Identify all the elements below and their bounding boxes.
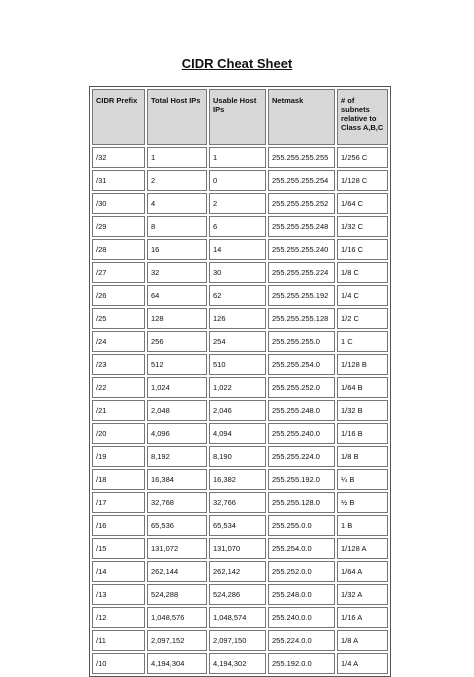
usable-host-ips-cell: 4,094 (209, 423, 266, 444)
cidr-prefix-cell: /21 (92, 400, 145, 421)
table-row (92, 607, 388, 628)
total-host-ips-cell: 1,024 (147, 377, 207, 398)
cidr-prefix-cell: /13 (92, 584, 145, 605)
table-row (92, 584, 388, 605)
usable-host-ips-cell: 2 (209, 193, 266, 214)
table-row (92, 308, 388, 329)
subnets-relative-cell: 1 C (337, 331, 388, 352)
netmask-cell: 255.255.255.192 (268, 285, 335, 306)
subnets-relative-cell: 1/128 C (337, 170, 388, 191)
table-row (92, 377, 388, 398)
table-row (92, 331, 388, 352)
cidr-prefix-cell: /23 (92, 354, 145, 375)
subnets-relative-cell: 1/32 B (337, 400, 388, 421)
table-row (92, 400, 388, 421)
netmask-cell: 255.248.0.0 (268, 584, 335, 605)
netmask-cell: 255.255.255.224 (268, 262, 335, 283)
usable-host-ips-cell: 14 (209, 239, 266, 260)
cidr-prefix-cell: /26 (92, 285, 145, 306)
cidr-prefix-cell: /11 (92, 630, 145, 651)
subnets-relative-cell: ½ B (337, 492, 388, 513)
usable-host-ips-cell: 30 (209, 262, 266, 283)
total-host-ips-cell: 256 (147, 331, 207, 352)
table-row (92, 170, 388, 191)
subnets-relative-cell: 1 B (337, 515, 388, 536)
usable-host-ips-cell: 262,142 (209, 561, 266, 582)
total-host-ips-cell: 1,048,576 (147, 607, 207, 628)
table-body (92, 147, 388, 674)
total-host-ips-cell: 2,097,152 (147, 630, 207, 651)
usable-host-ips-cell: 2,046 (209, 400, 266, 421)
usable-host-ips-cell: 524,286 (209, 584, 266, 605)
netmask-cell: 255.255.255.248 (268, 216, 335, 237)
usable-host-ips-cell: 2,097,150 (209, 630, 266, 651)
subnets-relative-cell: 1/32 A (337, 584, 388, 605)
table-row (92, 653, 388, 674)
netmask-cell: 255.255.254.0 (268, 354, 335, 375)
cidr-prefix-cell: /10 (92, 653, 145, 674)
cidr-prefix-cell: /12 (92, 607, 145, 628)
subnets-relative-cell: 1/4 C (337, 285, 388, 306)
cidr-prefix-cell: /29 (92, 216, 145, 237)
header-subnets-relative: # of subnets relative to Class A,B,C (337, 89, 388, 145)
usable-host-ips-cell: 8,190 (209, 446, 266, 467)
netmask-cell: 255.192.0.0 (268, 653, 335, 674)
subnets-relative-cell: 1/16 B (337, 423, 388, 444)
usable-host-ips-cell: 1,048,574 (209, 607, 266, 628)
cidr-prefix-cell: /16 (92, 515, 145, 536)
subnets-relative-cell: 1/16 C (337, 239, 388, 260)
total-host-ips-cell: 65,536 (147, 515, 207, 536)
usable-host-ips-cell: 126 (209, 308, 266, 329)
subnets-relative-cell: 1/4 A (337, 653, 388, 674)
subnets-relative-cell: 1/64 C (337, 193, 388, 214)
total-host-ips-cell: 524,288 (147, 584, 207, 605)
cidr-table (89, 86, 391, 677)
total-host-ips-cell: 32,768 (147, 492, 207, 513)
page-title: CIDR Cheat Sheet (181, 56, 293, 71)
total-host-ips-cell: 4,194,304 (147, 653, 207, 674)
netmask-cell: 255.255.255.0 (268, 331, 335, 352)
table-row (92, 515, 388, 536)
usable-host-ips-cell: 510 (209, 354, 266, 375)
table-row (92, 239, 388, 260)
usable-host-ips-cell: 131,070 (209, 538, 266, 559)
total-host-ips-cell: 8,192 (147, 446, 207, 467)
table-row (92, 423, 388, 444)
table-row (92, 446, 388, 467)
total-host-ips-cell: 128 (147, 308, 207, 329)
subnets-relative-cell: 1/32 C (337, 216, 388, 237)
netmask-cell: 255.224.0.0 (268, 630, 335, 651)
table-header-row (92, 89, 388, 145)
netmask-cell: 255.255.255.254 (268, 170, 335, 191)
table-row (92, 285, 388, 306)
total-host-ips-cell: 16 (147, 239, 207, 260)
cidr-prefix-cell: /27 (92, 262, 145, 283)
netmask-cell: 255.255.255.255 (268, 147, 335, 168)
usable-host-ips-cell: 4,194,302 (209, 653, 266, 674)
header-usable-host-ips: Usable Host IPs (209, 89, 266, 145)
table-row (92, 262, 388, 283)
netmask-cell: 255.254.0.0 (268, 538, 335, 559)
usable-host-ips-cell: 62 (209, 285, 266, 306)
cidr-prefix-cell: /15 (92, 538, 145, 559)
subnets-relative-cell: 1/128 B (337, 354, 388, 375)
total-host-ips-cell: 4 (147, 193, 207, 214)
netmask-cell: 255.240.0.0 (268, 607, 335, 628)
netmask-cell: 255.252.0.0 (268, 561, 335, 582)
cidr-prefix-cell: /28 (92, 239, 145, 260)
usable-host-ips-cell: 0 (209, 170, 266, 191)
table-row (92, 216, 388, 237)
netmask-cell: 255.255.224.0 (268, 446, 335, 467)
cidr-prefix-cell: /18 (92, 469, 145, 490)
cidr-prefix-cell: /19 (92, 446, 145, 467)
table-row (92, 193, 388, 214)
netmask-cell: 255.255.192.0 (268, 469, 335, 490)
subnets-relative-cell: 1/128 A (337, 538, 388, 559)
total-host-ips-cell: 2 (147, 170, 207, 191)
subnets-relative-cell: 1/16 A (337, 607, 388, 628)
subnets-relative-cell: 1/8 A (337, 630, 388, 651)
usable-host-ips-cell: 6 (209, 216, 266, 237)
table-row (92, 561, 388, 582)
cidr-prefix-cell: /17 (92, 492, 145, 513)
total-host-ips-cell: 2,048 (147, 400, 207, 421)
cidr-prefix-cell: /30 (92, 193, 145, 214)
cidr-prefix-cell: /32 (92, 147, 145, 168)
table-row (92, 354, 388, 375)
total-host-ips-cell: 131,072 (147, 538, 207, 559)
header-total-host-ips: Total Host IPs (147, 89, 207, 145)
netmask-cell: 255.255.252.0 (268, 377, 335, 398)
cidr-prefix-cell: /24 (92, 331, 145, 352)
total-host-ips-cell: 64 (147, 285, 207, 306)
total-host-ips-cell: 1 (147, 147, 207, 168)
cidr-prefix-cell: /25 (92, 308, 145, 329)
subnets-relative-cell: 1/8 C (337, 262, 388, 283)
usable-host-ips-cell: 32,766 (209, 492, 266, 513)
table-row (92, 492, 388, 513)
subnets-relative-cell: 1/2 C (337, 308, 388, 329)
usable-host-ips-cell: 16,382 (209, 469, 266, 490)
header-cidr-prefix: CIDR Prefix (92, 89, 145, 145)
header-netmask: Netmask (268, 89, 335, 145)
subnets-relative-cell: 1/64 A (337, 561, 388, 582)
netmask-cell: 255.255.248.0 (268, 400, 335, 421)
netmask-cell: 255.255.255.128 (268, 308, 335, 329)
netmask-cell: 255.255.240.0 (268, 423, 335, 444)
total-host-ips-cell: 512 (147, 354, 207, 375)
netmask-cell: 255.255.128.0 (268, 492, 335, 513)
netmask-cell: 255.255.0.0 (268, 515, 335, 536)
subnets-relative-cell: ¼ B (337, 469, 388, 490)
total-host-ips-cell: 262,144 (147, 561, 207, 582)
subnets-relative-cell: 1/8 B (337, 446, 388, 467)
table-row (92, 538, 388, 559)
usable-host-ips-cell: 65,534 (209, 515, 266, 536)
subnets-relative-cell: 1/256 C (337, 147, 388, 168)
netmask-cell: 255.255.255.240 (268, 239, 335, 260)
table-row (92, 630, 388, 651)
subnets-relative-cell: 1/64 B (337, 377, 388, 398)
total-host-ips-cell: 32 (147, 262, 207, 283)
cidr-prefix-cell: /14 (92, 561, 145, 582)
total-host-ips-cell: 4,096 (147, 423, 207, 444)
usable-host-ips-cell: 254 (209, 331, 266, 352)
cidr-prefix-cell: /31 (92, 170, 145, 191)
total-host-ips-cell: 16,384 (147, 469, 207, 490)
total-host-ips-cell: 8 (147, 216, 207, 237)
cidr-prefix-cell: /22 (92, 377, 145, 398)
usable-host-ips-cell: 1 (209, 147, 266, 168)
netmask-cell: 255.255.255.252 (268, 193, 335, 214)
usable-host-ips-cell: 1,022 (209, 377, 266, 398)
table-row (92, 469, 388, 490)
table-row (92, 147, 388, 168)
cidr-prefix-cell: /20 (92, 423, 145, 444)
